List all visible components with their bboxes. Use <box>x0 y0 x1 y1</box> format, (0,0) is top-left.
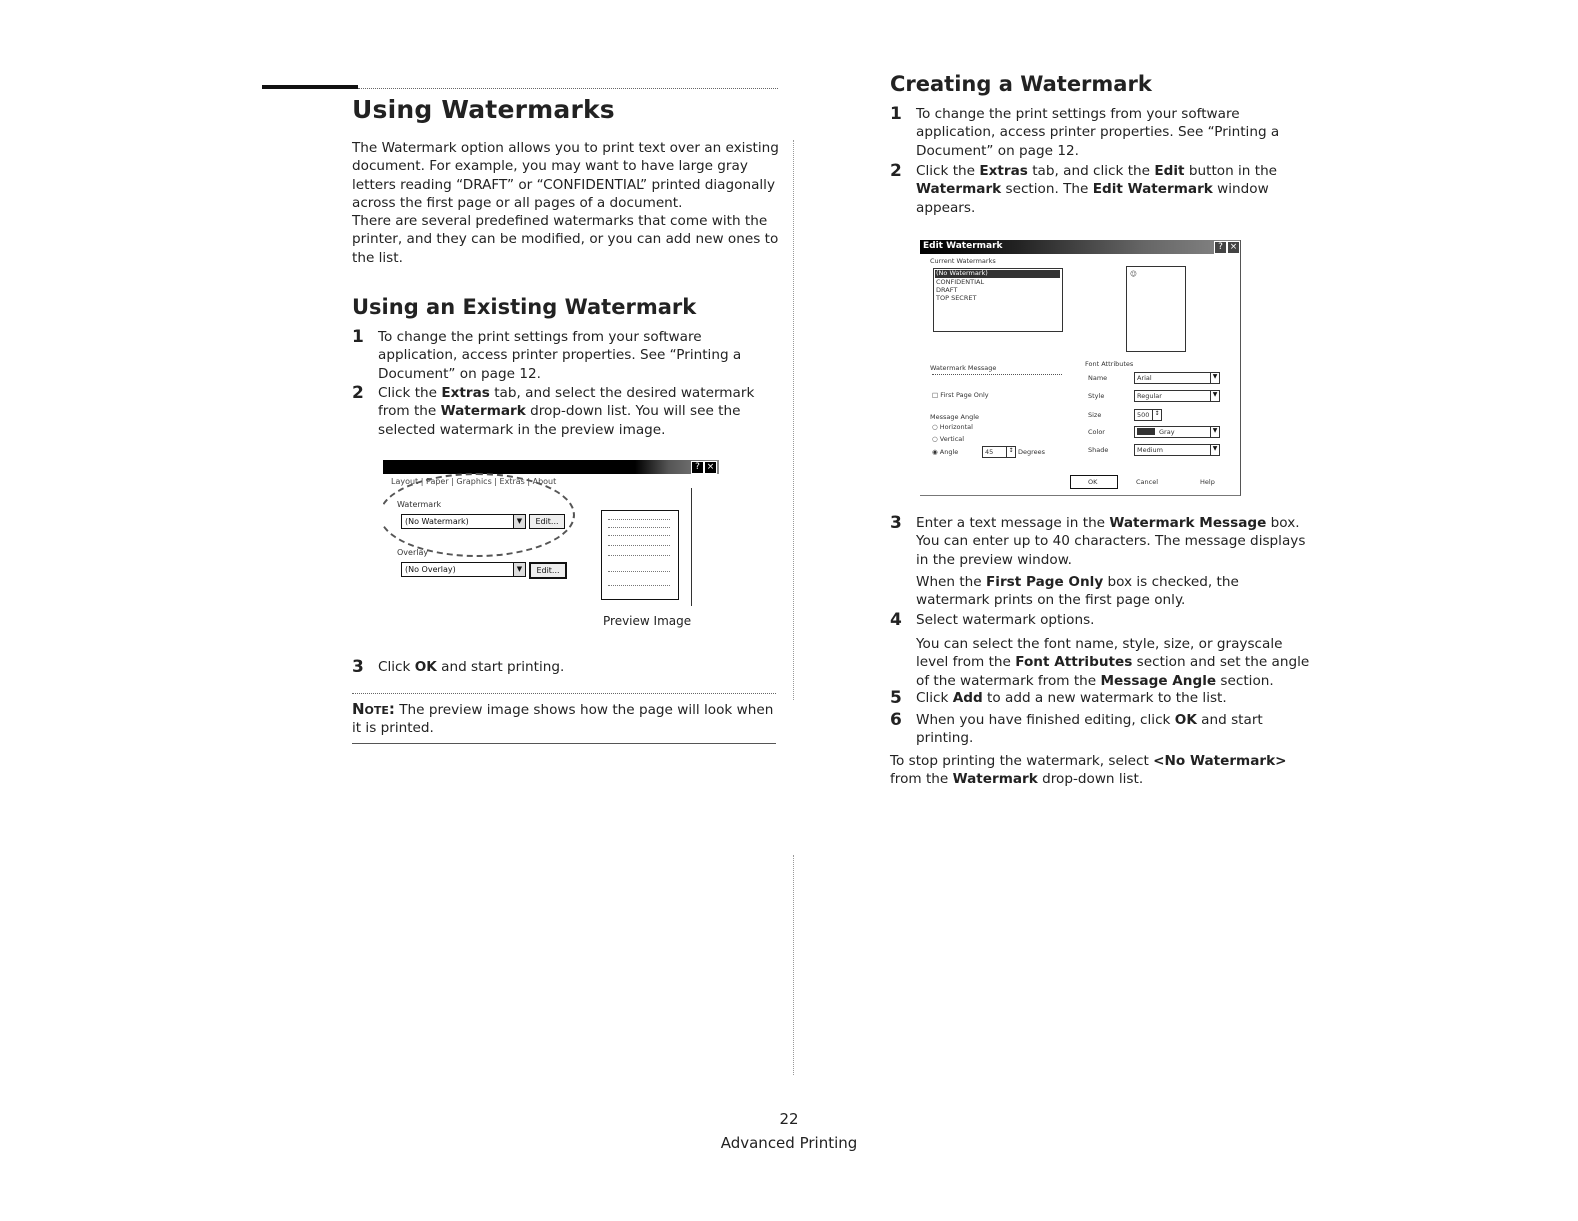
closing-paragraph: To stop printing the watermark, select <No Watermark> from the Watermark drop-down list. <box>890 753 1287 788</box>
watermark-message-label: Watermark Message <box>930 364 997 372</box>
font-shade-dropdown[interactable]: Medium ▼ <box>1134 444 1220 456</box>
horizontal-radio[interactable]: ○ Horizontal <box>932 423 973 431</box>
watermark-message-input[interactable] <box>932 374 1062 375</box>
step-number: 3 <box>352 657 364 677</box>
note-bottom-rule <box>352 743 776 744</box>
step-number: 3 <box>890 513 902 533</box>
angle-stepper[interactable]: 45 ↕ <box>982 446 1016 458</box>
chevron-down-icon[interactable]: ▼ <box>1210 445 1219 455</box>
preview-image-caption: Preview Image <box>603 614 692 628</box>
help-button[interactable]: Help <box>1200 478 1215 486</box>
creating-watermark-heading: Creating a Watermark <box>890 72 1152 96</box>
footer-section-label: Advanced Printing <box>720 1134 858 1152</box>
step-text: Click the Extras tab, and select the desired watermark from the Watermark drop-down list. You will see the selected watermark in the preview image. <box>378 385 755 438</box>
step-text: To change the print settings from your software application, access printer properties. See “Printing a Document” on page 12. <box>916 106 1280 159</box>
chevron-down-icon[interactable]: ▼ <box>1210 427 1219 437</box>
ok-button[interactable]: OK <box>1070 475 1118 489</box>
existing-watermark-heading: Using an Existing Watermark <box>352 295 697 319</box>
overlay-dropdown[interactable]: (No Overlay) ▼ <box>401 562 526 577</box>
step-number: 4 <box>890 610 902 630</box>
step-number: 1 <box>890 104 902 124</box>
chevron-down-icon[interactable]: ▼ <box>1210 391 1219 401</box>
intro-paragraph-1: The Watermark option allows you to print text over an existing document. For example, you may want to have large gray letters reading “DRAFT” or “CONFIDENTIAL” printed diagonally across the first page or all pages of a document. <box>352 140 779 211</box>
step-text: Click Add to add a new watermark to the list. <box>916 690 1227 706</box>
vertical-radio[interactable]: ○ Vertical <box>932 435 965 443</box>
watermark-dropdown[interactable]: (No Watermark) ▼ <box>401 514 526 529</box>
name-label: Name <box>1088 374 1108 382</box>
step-number: 5 <box>890 688 902 708</box>
list-item[interactable]: TOP SECRET <box>936 294 977 302</box>
font-attributes-label: Font Attributes <box>1085 360 1134 368</box>
tab-strip[interactable]: Layout | Paper | Graphics | Extras | About <box>391 477 557 486</box>
overlay-label: Overlay <box>397 548 429 557</box>
step-4-detail: You can select the font name, style, size, or grayscale level from the Font Attributes section and set the angle of the watermark from the Message Angle section. <box>916 636 1310 689</box>
font-style-dropdown[interactable]: Regular ▼ <box>1134 390 1220 402</box>
column-divider-lower <box>793 855 794 1075</box>
note-top-rule <box>352 693 776 694</box>
step-text: Select watermark options. <box>916 612 1095 628</box>
style-label: Style <box>1088 392 1105 400</box>
shade-label: Shade <box>1088 446 1109 454</box>
font-color-dropdown[interactable]: Gray ▼ <box>1134 426 1220 438</box>
angle-radio[interactable]: ◉ Angle <box>932 448 959 456</box>
dialog-preview-pane <box>1126 266 1186 352</box>
chevron-down-icon[interactable]: ▼ <box>513 562 526 577</box>
chevron-down-icon[interactable]: ▼ <box>513 514 526 529</box>
column-divider-upper <box>793 140 794 700</box>
watermark-label: Watermark <box>397 500 442 509</box>
preview-mark: ☺ <box>1130 270 1137 278</box>
step-number: 2 <box>890 161 902 181</box>
chevron-down-icon[interactable]: ▼ <box>1210 373 1219 383</box>
color-label: Color <box>1088 428 1105 436</box>
step-text: When you have finished editing, click OK and start printing. <box>916 712 1263 747</box>
list-item[interactable]: CONFIDENTIAL <box>936 278 985 286</box>
spinner-icon[interactable]: ↕ <box>1152 410 1161 420</box>
note-paragraph: Note: The preview image shows how the page will look when it is printed. <box>352 700 774 737</box>
watermark-edit-button[interactable]: Edit... <box>529 514 565 529</box>
size-label: Size <box>1088 411 1102 419</box>
message-angle-label: Message Angle <box>930 413 980 421</box>
font-name-dropdown[interactable]: Arial ▼ <box>1134 372 1220 384</box>
spinner-icon[interactable]: ↕ <box>1006 447 1015 457</box>
step-text: Click the Extras tab, and click the Edit button in the Watermark section. The Edit Watermark window appears. <box>916 163 1278 216</box>
printer-properties-screenshot <box>383 460 719 610</box>
step-number: 6 <box>890 710 902 730</box>
cancel-button[interactable]: Cancel <box>1136 478 1159 486</box>
section-rule-thin <box>358 88 778 89</box>
help-icon[interactable]: ? <box>1214 241 1227 254</box>
intro-paragraph-2: There are several predefined watermarks that come with the printer, and they can be modified, or you can add new ones to the list. <box>352 213 779 266</box>
close-icon[interactable]: × <box>704 461 717 474</box>
step-text: Click OK and start printing. <box>378 659 565 675</box>
dialog-title: Edit Watermark <box>923 241 1003 251</box>
overlay-edit-button[interactable]: Edit... <box>529 562 567 579</box>
step-3-detail: When the First Page Only box is checked, the watermark prints on the first page only. <box>916 574 1239 609</box>
help-icon[interactable]: ? <box>691 461 704 474</box>
step-text: Enter a text message in the Watermark Message box. You can enter up to 40 characters. The message displays in the preview window. <box>916 515 1306 568</box>
current-watermarks-list[interactable] <box>933 268 1063 332</box>
title-bar <box>383 460 719 474</box>
current-watermarks-label: Current Watermarks <box>930 257 996 265</box>
step-number: 1 <box>352 327 364 347</box>
edit-watermark-dialog-screenshot <box>920 240 1241 496</box>
section-rule-thick <box>262 85 358 89</box>
preview-image-pane <box>601 510 679 600</box>
step-text: To change the print settings from your software application, access printer properties. See “Printing a Document” on page 12. <box>378 329 742 382</box>
step-number: 2 <box>352 383 364 403</box>
close-icon[interactable]: × <box>1227 241 1240 254</box>
page-title: Using Watermarks <box>352 95 615 124</box>
font-size-stepper[interactable]: 500 ↕ <box>1134 409 1162 421</box>
list-item[interactable]: DRAFT <box>936 286 958 294</box>
list-item[interactable]: (No Watermark) <box>936 269 988 277</box>
first-page-only-checkbox[interactable]: □ First Page Only <box>932 391 989 399</box>
degrees-label: Degrees <box>1018 448 1046 456</box>
page-number: 22 <box>779 1110 799 1128</box>
